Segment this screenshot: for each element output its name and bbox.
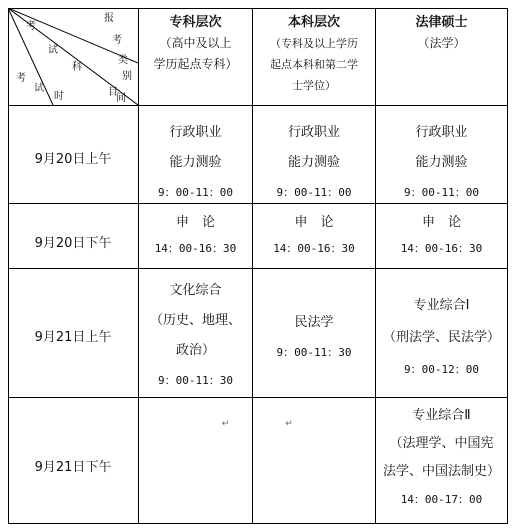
cell-exam-time: 14：00-16：30: [273, 242, 355, 255]
corner-category-char-1: 报: [104, 13, 114, 24]
header-corner-cell: [8, 8, 138, 105]
cell-exam-time: 9：00-11：30: [158, 374, 233, 387]
header-sub-undergraduate-3: 士学位）: [292, 79, 336, 92]
cell-exam-time: 9：00-11：00: [404, 186, 479, 199]
cell-text-line: 文化综合: [169, 283, 222, 298]
corner-time-char-1: 考: [16, 73, 26, 84]
row-divider-4: [8, 397, 508, 398]
cell-sep21-am-master-of-law: [376, 290, 507, 386]
table-border-right: [507, 8, 508, 524]
header-title-master-of-law: 法律硕士: [415, 15, 468, 30]
corner-time-char-4: 间: [116, 93, 126, 104]
row-divider-1: [8, 105, 508, 106]
corner-category-char-2: 考: [112, 35, 122, 46]
paragraph-mark: ↵: [285, 419, 293, 429]
cell-sep20-pm-undergraduate: [253, 210, 375, 262]
header-col-master-of-law: [376, 12, 507, 54]
cell-sep21-pm-master-of-law: [376, 402, 507, 514]
row-time-sep21-pm: 9月21日下午: [34, 460, 112, 475]
cell-text-line: 专业综合Ⅱ: [412, 408, 471, 423]
corner-time-char-3: 时: [54, 91, 64, 102]
cell-exam-time: 14：00-16：30: [400, 242, 483, 255]
cell-sep21-am-junior-college: [139, 276, 252, 396]
cell-sep21-pm-undergraduate: [253, 408, 375, 439]
cell-text-line: 民法学: [294, 315, 334, 330]
cell-sep21-am-undergraduate: [253, 308, 375, 368]
row-divider-3: [8, 268, 508, 269]
cell-text-line: 能力测验: [415, 155, 468, 170]
header-sub-junior-college-1: （高中及以上: [159, 36, 232, 50]
cell-text-line: 能力测验: [169, 155, 222, 170]
cell-text-line: 申 论: [175, 215, 215, 230]
col-divider-1: [138, 8, 139, 524]
header-title-junior-college: 专科层次: [169, 15, 222, 30]
cell-text-line: 申 论: [421, 215, 461, 230]
cell-text-line: 专业综合Ⅰ: [413, 298, 470, 313]
cell-text-line: 申 论: [294, 215, 334, 230]
row-time-sep20-pm: 9月20日下午: [34, 236, 112, 251]
cell-exam-time: 9：00-11：00: [276, 186, 352, 199]
cell-text-line: 行政职业: [415, 125, 468, 140]
cell-sep20-pm-junior-college: [139, 210, 252, 262]
corner-category-char-3: 类: [118, 55, 128, 66]
cell-text-line: 法学、中国法制史）: [382, 464, 500, 479]
header-sub-undergraduate-1: （专科及以上学历: [270, 37, 358, 50]
header-col-undergraduate: [253, 12, 375, 96]
corner-time-char-2: 试: [34, 83, 44, 94]
cell-text-line: （刑法学、民法学）: [382, 330, 500, 345]
header-col-junior-college: [139, 12, 252, 75]
cell-exam-time: 9：00-12：00: [404, 363, 479, 376]
cell-sep20-am-junior-college: [139, 118, 252, 208]
paragraph-mark: ↵: [221, 419, 230, 429]
table-border-bottom: [8, 523, 508, 524]
cell-text-line: 行政职业: [287, 125, 340, 140]
header-sub-junior-college-2: 学历起点专科）: [153, 57, 238, 71]
cell-text-line: 行政职业: [169, 125, 222, 140]
cell-text-line: 政治）: [175, 343, 215, 358]
cell-exam-time: 14：00-16：30: [154, 242, 237, 255]
row-time-sep21-am: 9月21日上午: [34, 330, 112, 345]
corner-subject-char-1: 考: [26, 21, 36, 32]
corner-subject-char-4: 目: [108, 87, 118, 98]
corner-subject-char-3: 科: [72, 62, 82, 73]
cell-exam-time: 14：00-17：00: [400, 493, 483, 506]
header-title-undergraduate: 本科层次: [287, 15, 340, 30]
corner-subject-char-2: 试: [48, 45, 58, 56]
row-time-sep20-am: 9月20日上午: [34, 152, 112, 167]
cell-text-line: 能力测验: [287, 155, 340, 170]
cell-sep20-pm-master-of-law: [376, 210, 507, 262]
cell-exam-time: 9：00-11：00: [158, 186, 233, 199]
cell-text-line: （历史、地理、: [149, 313, 241, 328]
header-sub-master-of-law-1: （法学）: [417, 36, 466, 50]
cell-exam-time: 9：00-11：30: [276, 346, 352, 359]
cell-sep21-pm-junior-college: [139, 408, 252, 439]
cell-text-line: （法理学、中国宪: [389, 436, 494, 451]
cell-sep20-am-undergraduate: [253, 118, 375, 208]
cell-sep20-am-master-of-law: [376, 118, 507, 208]
corner-category-char-4: 别: [122, 71, 132, 82]
header-sub-undergraduate-2: 起点本科和第二学: [270, 58, 358, 71]
